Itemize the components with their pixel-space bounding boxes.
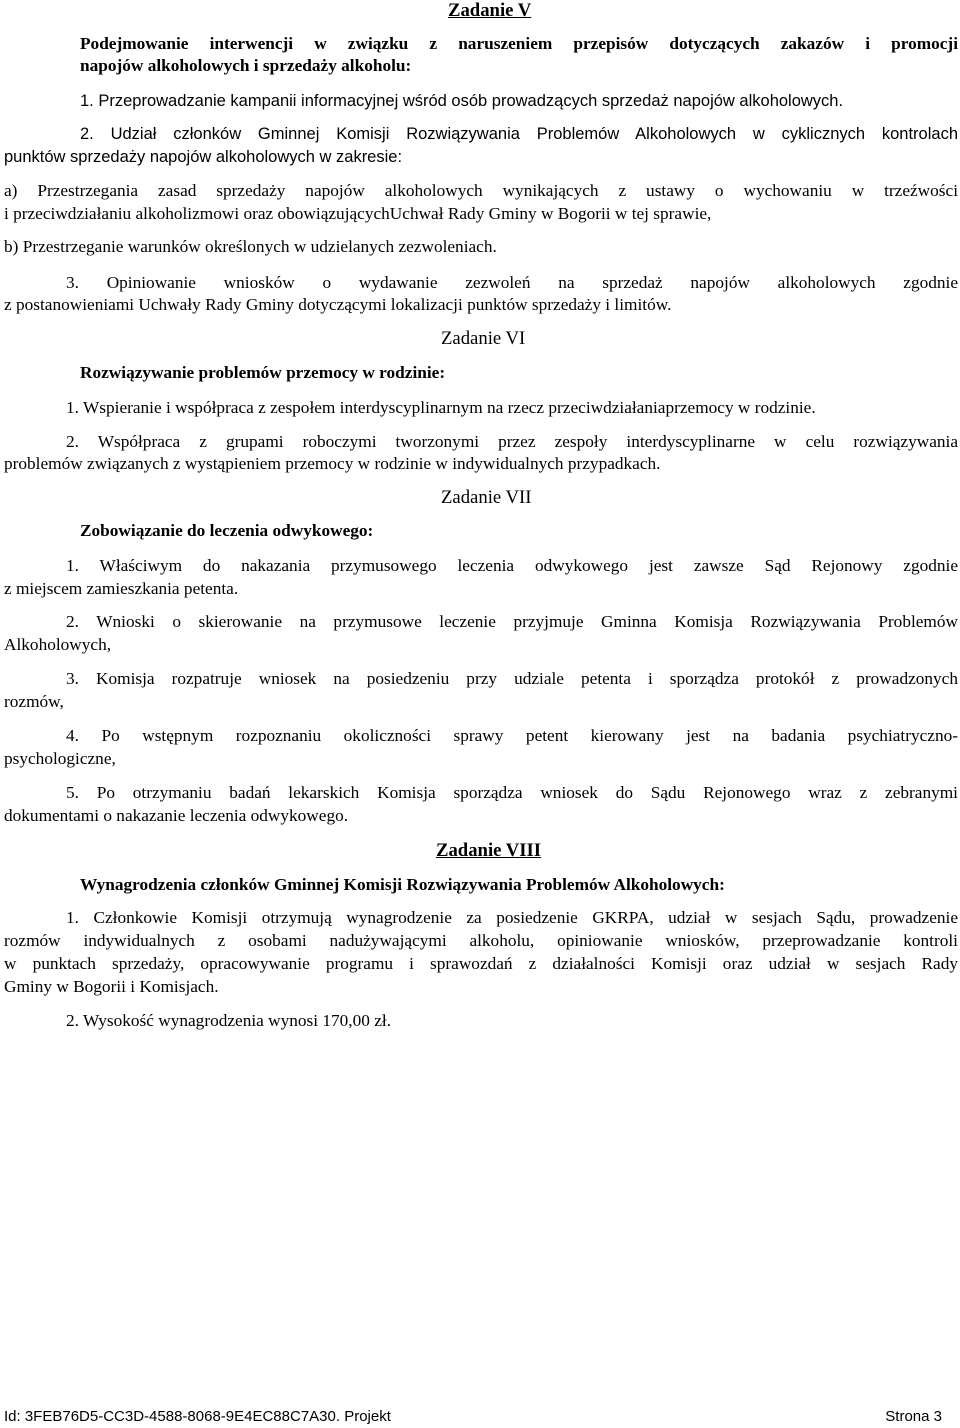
section5-item-2a-cont: i przeciwdziałaniu alkoholizmowi oraz obowiązującychUchwał Rady Gminy w Bogorii w tej sprawie, (4, 204, 712, 223)
section7-title: Zobowiązanie do leczenia odwykowego: (80, 521, 374, 540)
section6-heading: Zadanie VI (441, 328, 526, 349)
section7-item-4-cont: psychologiczne, (4, 749, 116, 768)
section7-item-3: 3. Komisja rozpatruje wniosek na posiedzeniu przy udziale petenta i sporządza protokół z prowadzonych (66, 669, 958, 688)
section5-item-2b: b) Przestrzeganie warunków określonych w udzielanych zezwoleniach. (4, 237, 497, 256)
section5-title-cont: napojów alkoholowych i sprzedaży alkoholu: (80, 56, 412, 75)
section5-item-3-cont: z postanowieniami Uchwały Rady Gminy dotyczącymi lokalizacji punktów sprzedaży i limitów. (4, 295, 672, 314)
section5-item-2a: a) Przestrzegania zasad sprzedaży napojów alkoholowych wynikających z ustawy o wychowaniu w trzeźwości (4, 181, 958, 200)
section6-item-1: 1. Wspieranie i współpraca z zespołem interdyscyplinarnym na rzecz przeciwdziałaniaprzemocy w rodzinie. (66, 398, 816, 417)
section6-item-2: 2. Współpraca z grupami roboczymi tworzonymi przez zespoły interdyscyplinarne w celu rozwiązywania (66, 432, 958, 451)
section7-item-2: 2. Wnioski o skierowanie na przymusowe leczenie przyjmuje Gminna Komisja Rozwiązywania Problemów (66, 612, 958, 631)
section5-heading: Zadanie V (448, 0, 532, 21)
section8-item-1-cont-2: w punktach sprzedaży, opracowywanie programu i sprawozdań z działalności Komisji oraz udział w sesjach Rady (4, 954, 958, 973)
section8-item-1-cont-3: Gminy w Bogorii i Komisjach. (4, 977, 219, 996)
section5-item-2-cont: punktów sprzedaży napojów alkoholowych w zakresie: (4, 148, 403, 166)
section6-title: Rozwiązywanie problemów przemocy w rodzinie: (80, 363, 446, 382)
section7-item-1-cont: z miejscem zamieszkania petenta. (4, 579, 239, 598)
section7-heading: Zadanie VII (441, 487, 532, 508)
section7-item-5: 5. Po otrzymaniu badań lekarskich Komisja sporządza wniosek do Sądu Rejonowego wraz z zebranymi (66, 783, 958, 802)
section7-item-3-cont: rozmów, (4, 692, 64, 711)
section6-item-2-cont: problemów związanych z wystąpieniem przemocy w rodzinie w indywidualnych przypadkach. (4, 454, 661, 473)
section7-item-2-cont: Alkoholowych, (4, 635, 112, 654)
section8-item-1-cont-1: rozmów indywidualnych z osobami nadużywającymi alkoholu, opiniowanie wniosków, przeprowadzanie kontroli (4, 931, 958, 950)
section7-item-4: 4. Po wstępnym rozpoznaniu okoliczności sprawy petent kierowany jest na badania psychiatryczno- (66, 726, 958, 745)
section8-heading: Zadanie VIII (436, 840, 542, 861)
section5-title: Podejmowanie interwencji w związku z naruszeniem przepisów dotyczących zakazów i promocji (80, 34, 958, 53)
section5-item-1: 1. Przeprowadzanie kampanii informacyjnej wśród osób prowadzących sprzedaż napojów alkoholowych. (80, 92, 844, 110)
section8-item-2: 2. Wysokość wynagrodzenia wynosi 170,00 zł. (66, 1011, 392, 1030)
page-number-footer: Strona 3 (885, 1408, 942, 1425)
section7-item-5-cont: dokumentami o nakazanie leczenia odwykowego. (4, 806, 349, 825)
section7-item-1: 1. Właściwym do nakazania przymusowego leczenia odwykowego jest zawsze Sąd Rejonowy zgodnie (66, 556, 958, 575)
section8-item-1: 1. Członkowie Komisji otrzymują wynagrodzenie za posiedzenie GKRPA, udział w sesjach Sądu, prowadzenie (66, 908, 958, 927)
section8-title: Wynagrodzenia członków Gminnej Komisji Rozwiązywania Problemów Alkoholowych: (80, 875, 725, 894)
document-id-footer: Id: 3FEB76D5-CC3D-4588-8068-9E4EC88C7A30. Projekt (4, 1408, 391, 1425)
section5-item-2: 2. Udział członków Gminnej Komisji Rozwiązywania Problemów Alkoholowych w cyklicznych kontrolach (80, 125, 958, 143)
section5-item-3: 3. Opiniowanie wniosków o wydawanie zezwoleń na sprzedaż napojów alkoholowych zgodnie (66, 273, 958, 292)
